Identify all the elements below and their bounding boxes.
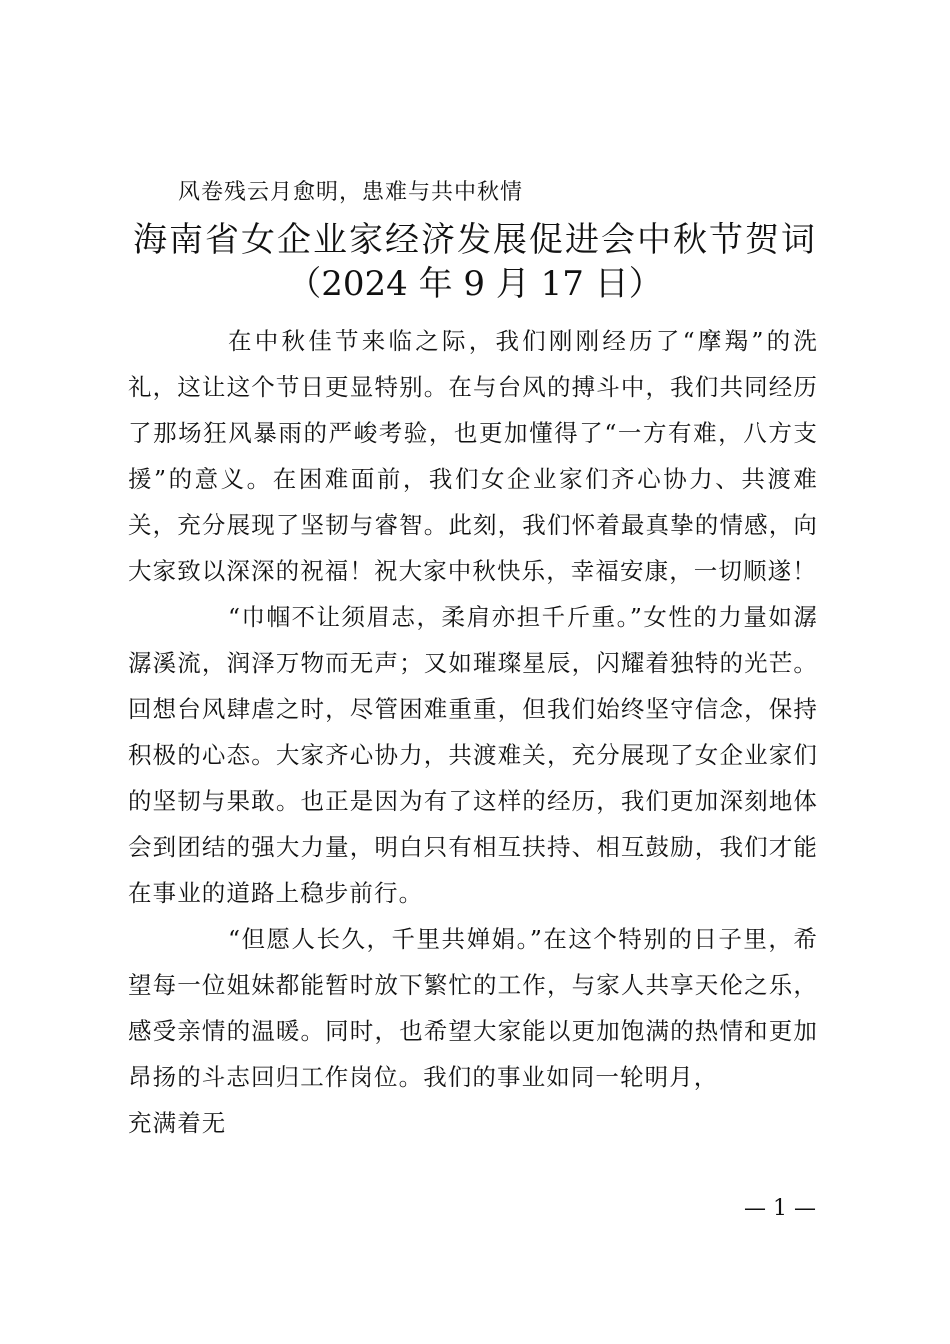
document-date: （2024 年 9 月 17 日） — [287, 264, 663, 304]
paragraph-3-continuation: 充满着无 — [128, 1109, 227, 1137]
paragraph-2: “巾帼不让须眉志，柔肩亦担千斤重。”女性的力量如潺潺溪流，润泽万物而无声；又如璀璨星辰，闪耀着独特的光芒。回想台风肆虐之时，尽管困难重重，但我们始终坚守信念，保持积极的心态。大家齐心协力，共渡难关，充分展现了女企业家们的坚韧与果敢。也正是因为有了这样的经历，我们更加深刻地体会到团结的强大力量，明白只有相互扶持、相互鼓励，我们才能在事业的道路上稳步前行。 — [128, 603, 818, 907]
document-title: 海南省女企业家经济发展促进会中秋节贺词 — [133, 220, 817, 260]
page-number: — 1 — — [744, 1196, 816, 1221]
paragraph-3: “但愿人长久，千里共婵娟。”在这个特别的日子里，希望每一位姐妹都能暂时放下繁忙的工作，与家人共享天伦之乐，感受亲情的温暖。同时，也希望大家能以更加饱满的热情和更加昂扬的斗志回归工作岗位。我们的事业如同一轮明月， — [128, 925, 818, 1091]
paragraph-1: 在中秋佳节来临之际，我们刚刚经历了“摩羯”的洗礼，这让这个节日更显特别。在与台风的搏斗中，我们共同经历了那场狂风暴雨的严峻考验，也更加懂得了“一方有难，八方支援”的意义。在困难面前，我们女企业家们齐心协力、共渡难关，充分展现了坚韧与睿智。此刻，我们怀着最真挚的情感，向大家致以深深的祝福！祝大家中秋快乐，幸福安康，一切顺遂！ — [128, 327, 818, 585]
document-subtitle: 风卷残云月愈明，患难与共中秋情 — [178, 180, 524, 205]
document-body — [128, 318, 818, 1146]
